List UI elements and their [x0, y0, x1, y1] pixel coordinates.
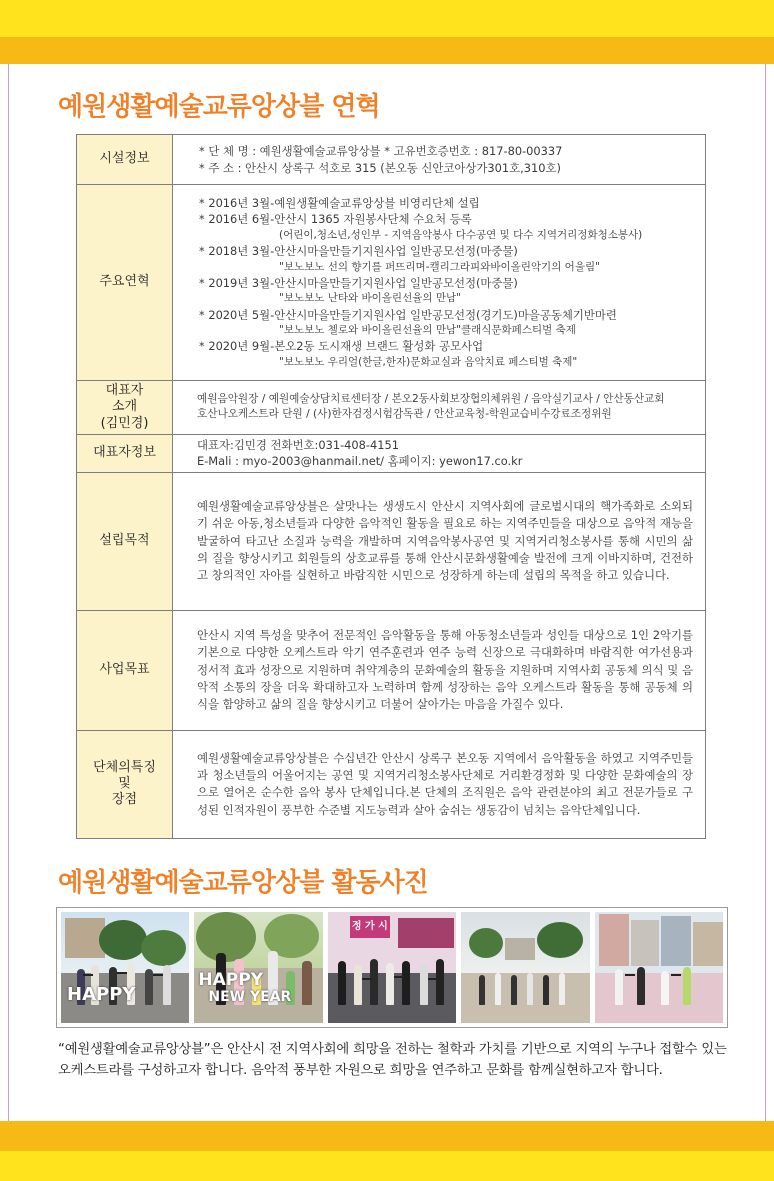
photo-2-overlay-2: NEW YEAR — [208, 989, 292, 1005]
rep-intro-label-line: 대표자 — [105, 383, 144, 398]
table-row — [77, 381, 706, 435]
history-item: * 2019년 3월-안산시마을만들기지원사업 일반공모선정(마중물) — [199, 275, 518, 290]
history-item: * 2018년 3월-안산시마을만들기지원사업 일반공모선정(마중물) — [199, 244, 518, 259]
activity-photo-5 — [595, 912, 723, 1023]
facility-content — [173, 135, 706, 185]
history-section-title: 예원생활예술교류앙상블 연혁 — [58, 92, 380, 122]
features-label-line: 장점 — [111, 792, 138, 808]
goal-text: 안산시 지역 특성을 맞추어 전문적인 음악활동을 통해 아동청소년들과 성인들 대상으로 1인 2악기를 기본으로 다양한 오케스트라 악기 연주훈련과 연주 능력 신장으로 극대화하며 바람직한 여가선용과 정서적 효과 성장으로 지원하며 취약계층의 문화예술의 활동을 지원하며 지역사회 공동체 의식 및 음악적 소통의 장을 더욱 확대하고자 노력하며 함께 성장하는 음악 오케스트라 활동을 통해 공동체 의식을 함양하고 삶의 질을 향상시키고 더불어 살아가는 마음을 가질수 있다. — [173, 610, 706, 730]
rep-intro-label-line: 소개 — [111, 399, 138, 415]
history-content — [173, 185, 706, 381]
history-item-detail: "보노보노 난타와 바이올린선율의 만남" — [279, 292, 461, 305]
history-item: * 2020년 5월-안산시마을만들기지원사업 일반공모선정(경기도)마을공동체기반마련 — [199, 307, 617, 322]
history-item-detail: (어린이,청소년,성인부 - 지역음악봉사 다수공연 및 다수 지역거리정화청소봉사) — [279, 228, 643, 241]
facility-line-1: * 단 체 명 : 예원생활예술교류앙상블 * 고유번호증번호 : 817-80-00337 — [199, 143, 563, 158]
top-gold-band — [0, 37, 774, 64]
photo-2-overlay-1: HAPPY — [198, 970, 264, 990]
history-label: 주요연혁 — [77, 185, 173, 381]
history-table — [76, 134, 706, 839]
rep-intro-label — [77, 381, 173, 435]
activity-photo-3 — [328, 912, 456, 1023]
activity-photo-4 — [461, 912, 589, 1023]
facility-line-2: * 주 소 : 안산시 상록구 석호로 315 (본오동 신안코아상가301호,310호) — [199, 160, 561, 175]
rep-intro-label-line: (김민경) — [100, 415, 149, 431]
history-item: * 2020년 9월-본오2동 도시재생 브랜드 활성화 공모사업 — [199, 339, 484, 354]
table-row — [77, 135, 706, 185]
history-item-detail: "보노보노 첼로와 바이올린선율의 만남"클래식문화페스티벌 축제 — [279, 324, 576, 337]
photos-section-title: 예원생활예술교류앙상블 활동사진 — [58, 868, 428, 898]
rep-intro-content — [173, 381, 706, 435]
table-row — [77, 185, 706, 381]
activity-photo-2 — [194, 912, 322, 1023]
history-item-detail: "보노보노 우리얼(한글,한자)문화교실과 음악치료 페스티벌 축제" — [279, 355, 578, 368]
features-label-line: 및 — [118, 776, 131, 792]
rep-info-label: 대표자정보 — [77, 434, 173, 472]
history-item: * 2016년 3월-예원생활예술교류앙상블 비영리단체 설립 — [199, 195, 480, 210]
facility-label: 시설정보 — [77, 135, 173, 185]
rep-info-line-1: 대표자:김민경 전화번호:031-408-4151 — [197, 437, 400, 452]
rep-info-line-2: E-Mali : myo-2003@hanmail.net/ 홈페이지: yewon17.co.kr — [197, 454, 523, 469]
purpose-label: 설립목적 — [77, 472, 173, 610]
features-text: 예원생활예술교류앙상블은 수십년간 안산시 상록구 본오동 지역에서 음악활동을 하였고 지역주민들과 청소년들의 어울어지는 공연 및 지역거리청소봉사단체로 거리환경정화 및 다양한 문화예술의 장으로 열어온 순수한 음악 봉사 단체입니다.본 단체의 조직원은 음악 관련분야의 최고 전문가들로 구성된 인적자원이 풍부한 수준별 지도능력과 살아 숨쉬는 생동감이 넘치는 음악단체입니다. — [173, 730, 706, 838]
photo-3-banner: 정 가 시 — [350, 916, 390, 938]
activity-photos-strip — [56, 907, 728, 1028]
table-row — [77, 434, 706, 472]
rep-intro-line-1: 예원음악원장 / 예원예술상담치료센터장 / 본오2동사회보장협의체위원 / 음악실기교사 / 안산동산교회 — [197, 393, 665, 406]
features-label — [77, 730, 173, 838]
rep-intro-line-2: 호산나오케스트라 단원 / (사)한자검정시험감독관 / 안산교육청-학원교습비수강료조정위원 — [197, 408, 612, 421]
purpose-text: 예원생활예술교류앙상블은 살맛나는 생생도시 안산시 지역사회에 글로벌시대의 핵가족화로 소외되기 쉬운 아동,청소년들과 다양한 음악적인 활동을 필요로 하는 지역주민들을 대상으로 음악적 재능을 발굴하여 타고난 소질과 능력을 개발하며 지역음악봉사공연 및 지역거리청소봉사를 통해 시민의 삶의 질을 향상시키고 회원들의 상호교류를 통해 안산시문화생활예술 발전에 크게 이바지하며, 건전하고 창의적인 자아를 실현하고 바람직한 시민으로 성장하게 하는데 설립의 목적을 하고 있습니다. — [173, 472, 706, 610]
bottom-gold-band — [0, 1121, 774, 1151]
history-item-detail: "보노보노 선의 향기를 퍼뜨리며-캘리그라피와바이올린악기의 어울림" — [279, 260, 600, 273]
closing-statement: “예원생활예술교류앙상블”은 안산시 전 지역사회에 희망을 전하는 철학과 가치를 기반으로 지역의 누구나 접할수 있는 오케스트라를 구성하고자 합니다. 음악적 풍부한 자원으로 희망을 연주하고 문화를 함께실현하고자 합니다. — [58, 1042, 727, 1078]
history-item: * 2016년 6월-안산시 1365 자원봉사단체 수요처 등록 — [199, 212, 472, 227]
table-row — [77, 472, 706, 610]
table-row — [77, 730, 706, 838]
table-row — [77, 610, 706, 730]
rep-info-content — [173, 434, 706, 472]
top-yellow-band — [0, 0, 774, 37]
features-label-line: 단체의특징 — [93, 759, 156, 775]
activity-photo-1 — [61, 912, 189, 1023]
bottom-yellow-band — [0, 1151, 774, 1181]
photo-1-overlay: HAPPY — [67, 984, 136, 1005]
goal-label: 사업목표 — [77, 610, 173, 730]
